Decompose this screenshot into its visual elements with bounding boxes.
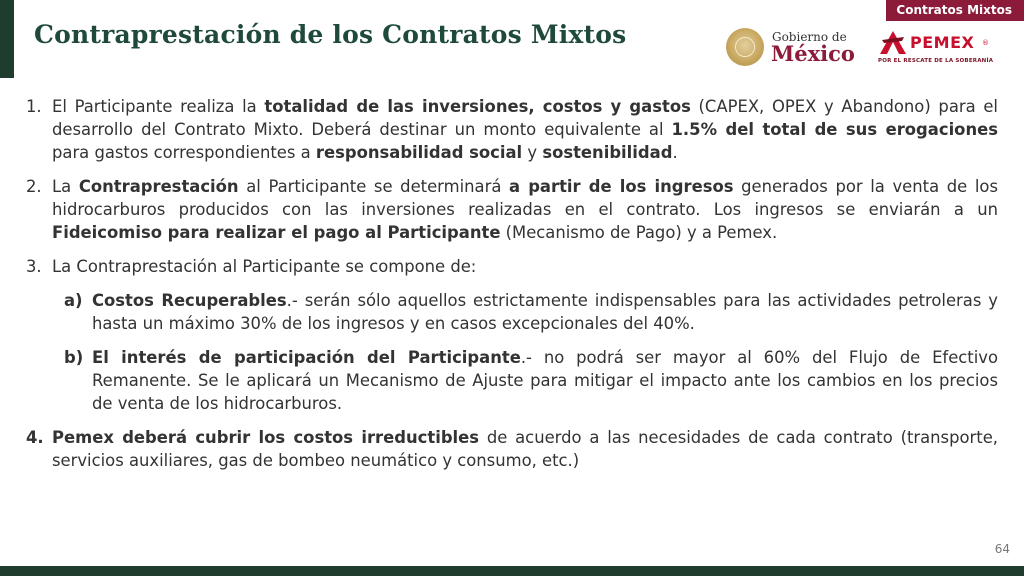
sub-item-text: [92, 346, 998, 415]
gobierno-de-mexico-logo: [726, 27, 856, 69]
text-run: .: [672, 143, 678, 162]
sub-list-letter: a): [64, 291, 83, 310]
text-run: .- serán sólo aquellos estrictamente indispensables para las actividades petroleras y hasta un máximo 30% de los ingresos y en casos excepcionales del 40%.: [92, 291, 998, 333]
list-number: 3.: [26, 257, 42, 276]
list-item-3: [26, 255, 998, 278]
gobierno-logo-line1: Gobierno de: [772, 30, 847, 44]
bottom-accent-bar: [0, 566, 1024, 576]
list-item-1: [26, 95, 998, 164]
pemex-eagle-icon: [878, 28, 908, 56]
list-item-text: [52, 95, 998, 164]
pemex-registered-mark: ®: [982, 39, 989, 47]
left-accent-bar: [0, 0, 14, 78]
list-item-text: [52, 426, 998, 472]
section-tag: Contratos Mixtos: [886, 0, 1024, 21]
content-list: [26, 95, 998, 483]
sub-item-a: [64, 289, 998, 335]
list-item-2: [26, 175, 998, 244]
bold-run: responsabilidad social: [315, 143, 523, 162]
list-item-4: [26, 426, 998, 472]
text-run: La: [52, 177, 79, 196]
list-number: 2.: [26, 177, 42, 196]
text-run: (CAPEX, OPEX y Abandono) para el desarrollo del Contrato Mixto. Deberá destinar un monto equivalente al: [52, 97, 998, 139]
mexico-seal-icon: [726, 28, 764, 66]
text-run: (Mecanismo de Pago) y a Pemex.: [500, 223, 778, 242]
bold-run: Contraprestación: [78, 177, 239, 196]
pemex-logo: [876, 27, 996, 69]
text-run: de acuerdo a las necesidades de cada contrato (transporte, servicios auxiliares, gas de bombeo neumático y consumo, etc.): [52, 428, 998, 470]
bold-run: sostenibilidad: [542, 143, 673, 162]
page-number: 64: [994, 542, 1010, 556]
bold-run: a partir de los ingresos: [509, 177, 734, 196]
bold-run: El interés de participación del Participante: [92, 348, 521, 367]
list-number: 4.: [26, 428, 44, 447]
list-item-text: La Contraprestación al Participante se compone de:: [52, 257, 477, 276]
text-run: .- no podrá ser mayor al 60% del Flujo de Efectivo Remanente. Se le aplicará un Mecanismo de Ajuste para mitigar el impacto ante los cambios en los precios de venta de los hidrocarburos.: [92, 348, 999, 413]
pemex-slogan: POR EL RESCATE DE LA SOBERANÍA: [878, 58, 994, 64]
sub-list-letter: b): [64, 348, 84, 367]
bold-run: Costos Recuperables: [92, 291, 287, 310]
text-run: al Participante se determinará: [238, 177, 509, 196]
text-run: y: [522, 143, 543, 162]
text-run: para gastos correspondientes a: [52, 143, 316, 162]
bold-run: Pemex deberá cubrir los costos irreductibles: [52, 428, 480, 447]
text-run: generados por la venta de los hidrocarburos producidos con las inversiones realizadas en el contrato. Los ingresos se enviarán a un: [52, 177, 998, 219]
bold-run: totalidad de las inversiones, costos y gastos: [264, 97, 691, 116]
sub-item-text: [92, 289, 998, 335]
gobierno-logo-line2: México: [771, 41, 855, 66]
sub-item-b: [64, 346, 998, 415]
text-run: El Participante realiza la: [52, 97, 265, 116]
bold-run: Fideicomiso para realizar el pago al Participante: [52, 223, 501, 242]
pemex-wordmark: PEMEX: [910, 33, 975, 52]
page-title: Contraprestación de los Contratos Mixtos: [34, 20, 627, 49]
list-item-text: [52, 175, 998, 244]
bold-run: 1.5% del total de sus erogaciones: [671, 120, 998, 139]
list-number: 1.: [26, 97, 42, 116]
